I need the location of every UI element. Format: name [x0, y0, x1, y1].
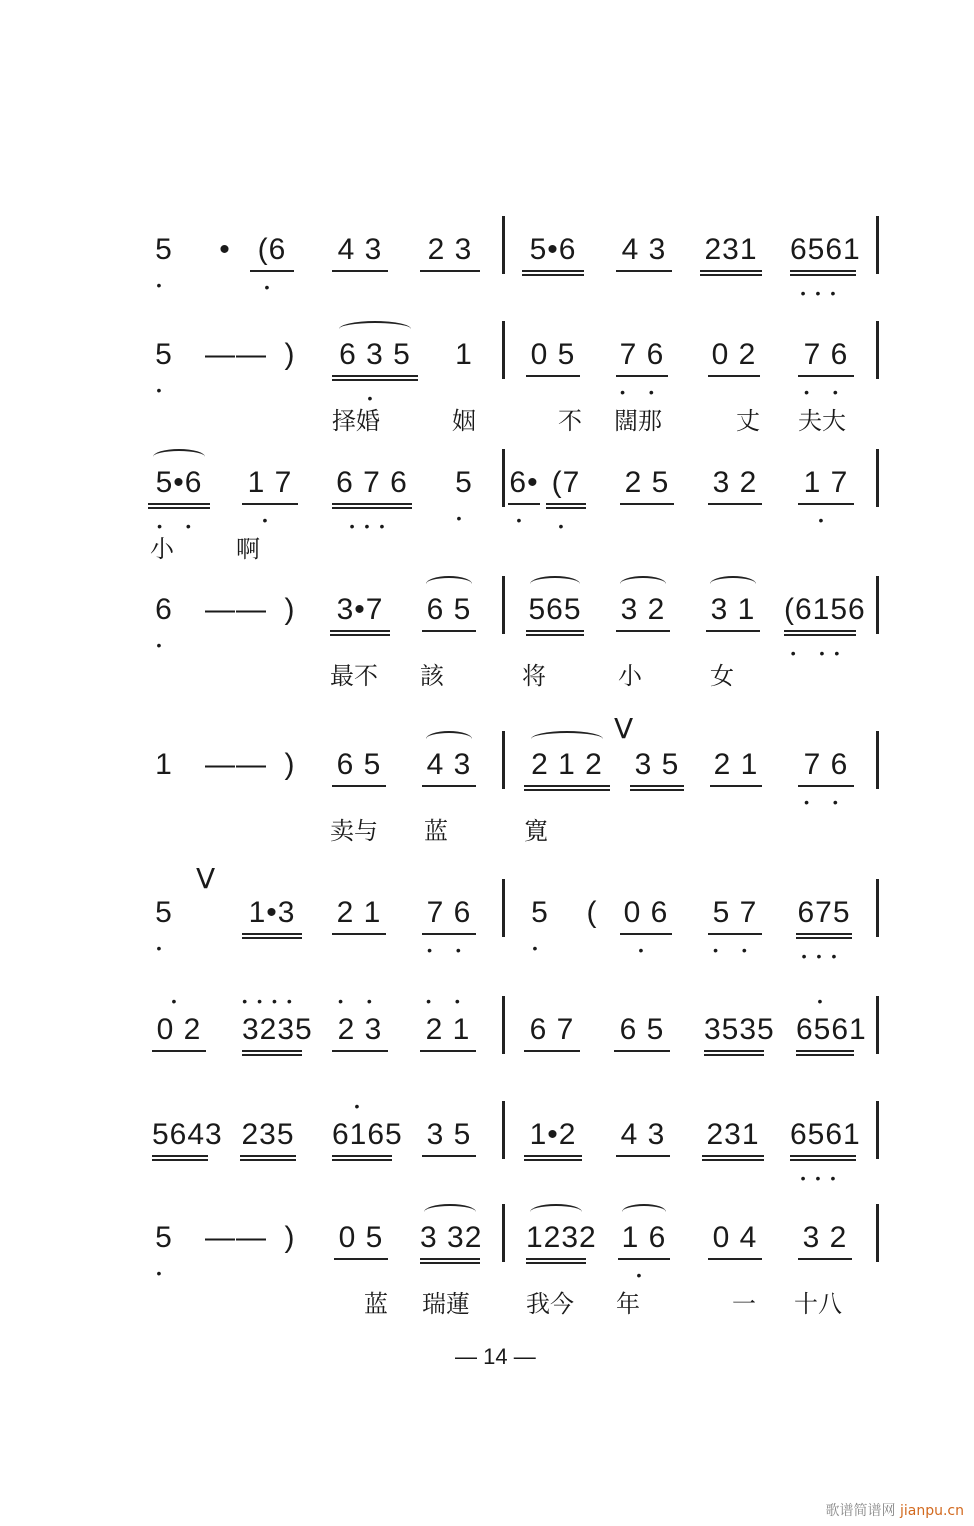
lyric: 闊那: [614, 407, 662, 435]
note-group: [524, 335, 582, 377]
note-group: [205, 745, 265, 785]
note-group: [280, 1218, 300, 1258]
note-digits: 235: [240, 1115, 296, 1157]
note-digits: 5: [455, 466, 473, 499]
note-digits: 3 32: [420, 1218, 480, 1260]
lyric: 择婚: [332, 407, 380, 435]
staff-row: [0, 745, 974, 810]
note-group: [420, 1115, 478, 1157]
staff-row: [0, 1218, 974, 1283]
note-group: [150, 1115, 223, 1157]
note-digits: 6561: [790, 1115, 856, 1157]
note-group: [330, 893, 388, 935]
note-group: [240, 893, 304, 935]
note-group: [698, 230, 764, 272]
slur-arc: [426, 731, 472, 747]
low-octave-dots: • •: [713, 942, 757, 958]
slur-arc: [710, 576, 756, 592]
note-digits: 4 3: [332, 230, 388, 272]
note-group: [614, 1115, 672, 1157]
note-group: [146, 463, 212, 533]
note-group: [328, 590, 392, 632]
staff-row: [0, 993, 974, 1070]
note-digits: 6 7: [524, 1010, 580, 1052]
note-digits: ——: [205, 593, 267, 626]
lyric: 瑞蓮: [422, 1290, 470, 1318]
note-group: [330, 335, 420, 405]
note-group: [418, 993, 478, 1052]
low-octave-dots: •: [156, 277, 172, 293]
note-group: [205, 590, 265, 630]
barline: [876, 731, 879, 789]
note-digits: 2 3: [332, 1010, 388, 1052]
note-group: [614, 230, 674, 272]
watermark: [826, 1500, 964, 1520]
barline: [502, 996, 505, 1054]
lyric: 我今: [526, 1290, 574, 1318]
slur-arc: [620, 576, 666, 592]
note-digits: 3 2: [708, 463, 762, 505]
note-group: [706, 335, 762, 377]
barline: [502, 731, 505, 789]
note-digits: 6: [155, 593, 173, 626]
note-digits: 2 3: [420, 230, 480, 272]
high-octave-dots: •: [354, 1098, 370, 1114]
low-octave-dots: •: [156, 1265, 172, 1281]
note-group: [452, 463, 476, 525]
high-octave-dots: • •: [338, 993, 382, 1009]
note-group: [700, 1115, 766, 1157]
note-digits: 6561: [796, 1010, 854, 1052]
staff-row: [0, 335, 974, 406]
note-digits: •: [219, 233, 231, 266]
note-group: [522, 745, 612, 787]
note-group: [280, 745, 300, 785]
barline: [502, 216, 505, 274]
barline: [876, 1204, 879, 1262]
low-octave-dots: •: [818, 512, 834, 528]
note-group: [418, 230, 482, 272]
note-digits: ——: [205, 748, 267, 781]
note-digits: (7: [546, 463, 586, 505]
lyric: 卖与: [330, 817, 378, 845]
lyric: 将: [522, 662, 546, 690]
note-group: [240, 993, 313, 1052]
note-digits: 3 5: [630, 745, 684, 787]
note-digits: 6 5: [422, 590, 476, 632]
note-group: [150, 335, 178, 397]
note-group: [150, 893, 178, 955]
lyric: 不: [558, 407, 582, 435]
barline: [502, 321, 505, 379]
note-digits: 1 7: [798, 463, 854, 505]
note-digits: ): [284, 338, 296, 371]
barline: [876, 321, 879, 379]
note-digits: 0 2: [152, 1010, 206, 1052]
high-octave-dots: • •: [426, 993, 470, 1009]
note-group: [796, 463, 856, 527]
note-group: [544, 463, 588, 533]
note-group: [248, 230, 296, 294]
low-octave-dots: •: [558, 518, 574, 534]
lyric: 女: [710, 662, 734, 690]
page-number: — 14 —: [455, 1344, 536, 1369]
note-group: [628, 745, 686, 787]
watermark-cn: 歌谱简谱网: [825, 1503, 896, 1519]
note-digits: 675: [796, 893, 852, 935]
note-digits: 2 1: [332, 893, 386, 935]
note-digits: 6165: [332, 1115, 392, 1157]
note-digits: 1 6: [618, 1218, 670, 1260]
note-group: [420, 893, 478, 957]
lyric: 寛: [524, 817, 548, 845]
note-digits: 1 7: [242, 463, 298, 505]
note-digits: (6156: [784, 590, 856, 632]
note-group: [788, 1115, 861, 1186]
note-group: [150, 745, 178, 785]
note-digits: ): [284, 1221, 296, 1254]
note-digits: 6 3 5: [332, 335, 418, 377]
note-digits: 3535: [704, 1010, 764, 1052]
note-digits: 0 2: [708, 335, 760, 377]
note-digits: ): [284, 593, 296, 626]
note-digits: 0 5: [526, 335, 580, 377]
breath-mark-icon: V: [196, 862, 216, 895]
slur-arc: [426, 576, 472, 592]
note-digits: 3 2: [798, 1218, 852, 1260]
low-octave-dots: •: [156, 637, 172, 653]
note-digits: 5: [531, 896, 549, 929]
high-octave-dots: •: [817, 993, 833, 1009]
note-digits: 4 3: [616, 230, 672, 272]
note-group: [205, 1218, 265, 1258]
note-digits: 0 4: [708, 1218, 762, 1260]
note-group: [150, 230, 178, 292]
breath-mark-icon: V: [614, 712, 634, 745]
note-group: [524, 1218, 597, 1260]
note-digits: 231: [700, 230, 762, 272]
note-group: [612, 1010, 672, 1052]
note-digits: 2 1 2: [524, 745, 610, 787]
note-group: [618, 463, 676, 505]
note-group: [420, 590, 478, 632]
low-octave-dots: • •: [427, 942, 471, 958]
note-digits: 5•6: [522, 230, 584, 272]
lyric: 一: [732, 1290, 756, 1318]
note-digits: 5: [155, 896, 173, 929]
note-group: [150, 590, 178, 652]
lyric: 年: [616, 1290, 640, 1318]
note-digits: 2 5: [620, 463, 674, 505]
low-octave-dots: • •: [157, 518, 201, 534]
low-octave-dots: •••: [801, 948, 847, 964]
note-digits: 6561: [790, 230, 856, 272]
note-group: [794, 993, 867, 1052]
note-digits: 565: [526, 590, 584, 632]
note-digits: 0 6: [620, 893, 672, 935]
staff-row: [0, 463, 974, 534]
note-digits: 3•7: [330, 590, 390, 632]
note-digits: 5: [155, 233, 173, 266]
note-digits: 3 2: [616, 590, 670, 632]
note-group: [794, 893, 854, 963]
lyric: 姻: [452, 407, 476, 435]
note-digits: 1•2: [524, 1115, 582, 1157]
note-digits: 7 6: [616, 335, 668, 377]
low-octave-dots: • •: [804, 794, 848, 810]
note-group: [332, 1218, 390, 1260]
staff-row: [0, 893, 974, 964]
note-group: [708, 745, 764, 787]
barline: [876, 216, 879, 274]
note-digits: 1: [155, 748, 173, 781]
note-group: [506, 463, 542, 527]
high-octave-dots: ••••: [242, 993, 302, 1009]
lyric: 最不: [330, 662, 378, 690]
note-group: [706, 1218, 764, 1260]
note-digits: 5: [155, 1221, 173, 1254]
note-group: [150, 993, 208, 1052]
note-digits: 1232: [526, 1218, 586, 1260]
low-octave-dots: •: [516, 512, 532, 528]
lyric: 蓝: [424, 817, 448, 845]
note-digits: 7 6: [422, 893, 476, 935]
note-group: [522, 1010, 582, 1052]
staff-row: [0, 1098, 974, 1186]
note-group: [788, 230, 861, 301]
lyric: 小: [618, 662, 642, 690]
note-digits: 5•6: [148, 463, 210, 505]
watermark-url: jianpu.cn: [899, 1503, 964, 1519]
lyric: 丈: [736, 407, 760, 435]
note-group: [614, 335, 670, 399]
low-octave-dots: • •: [804, 384, 848, 400]
note-digits: 3 1: [706, 590, 760, 632]
note-digits: ——: [205, 1221, 267, 1254]
note-group: [614, 590, 672, 632]
note-group: [330, 1098, 403, 1157]
staff-row: [0, 590, 974, 661]
note-digits: 3235: [242, 1010, 302, 1052]
note-group: [616, 1218, 672, 1282]
note-group: [796, 1218, 854, 1260]
low-octave-dots: •: [532, 940, 548, 956]
note-digits: 7 6: [798, 335, 854, 377]
barline: [876, 449, 879, 507]
note-digits: 2 1: [710, 745, 762, 787]
note-digits: 3 5: [422, 1115, 476, 1157]
lyric: 十八: [794, 1290, 842, 1318]
low-octave-dots: •: [638, 942, 654, 958]
low-octave-dots: •: [156, 382, 172, 398]
note-digits: 6 7 6: [332, 463, 412, 505]
barline: [502, 1204, 505, 1262]
note-group: [702, 1010, 775, 1052]
note-group: [150, 1218, 178, 1280]
note-group: [782, 590, 866, 661]
note-digits: 0 5: [334, 1218, 388, 1260]
note-digits: 4 3: [616, 1115, 670, 1157]
barline: [502, 449, 505, 507]
note-group: [280, 335, 300, 375]
barline: [876, 879, 879, 937]
note-digits: 1•3: [242, 893, 302, 935]
low-octave-dots: •: [456, 510, 472, 526]
lyric: 該: [420, 662, 444, 690]
note-digits: 1: [455, 338, 473, 371]
low-octave-dots: • •: [620, 384, 664, 400]
low-octave-dots: •••: [800, 285, 846, 301]
note-digits: 5: [155, 338, 173, 371]
note-group: [205, 335, 265, 375]
staff-row: [0, 230, 974, 301]
low-octave-dots: •••: [800, 1170, 846, 1186]
lyric: 夫大: [798, 407, 846, 435]
slur-arc: [622, 1204, 667, 1220]
note-group: [706, 463, 764, 505]
note-group: [618, 893, 674, 957]
low-octave-dots: •••: [349, 518, 395, 534]
note-digits: ——: [205, 338, 267, 371]
note-group: [210, 230, 240, 270]
note-group: [240, 463, 300, 527]
note-group: [526, 893, 554, 955]
note-group: [580, 893, 604, 933]
low-octave-dots: •: [367, 390, 383, 406]
note-digits: 6 5: [332, 745, 386, 787]
note-group: [796, 745, 856, 809]
note-group: [704, 590, 762, 632]
note-digits: 5 7: [708, 893, 762, 935]
note-digits: 231: [702, 1115, 764, 1157]
low-octave-dots: •: [262, 512, 278, 528]
note-digits: (6: [250, 230, 294, 272]
note-digits: 7 6: [798, 745, 854, 787]
barline: [502, 1101, 505, 1159]
lyric: 小: [150, 535, 174, 563]
note-digits: ): [284, 748, 296, 781]
note-group: [280, 590, 300, 630]
note-group: [524, 590, 586, 632]
barline: [876, 996, 879, 1054]
low-octave-dots: • ••: [790, 645, 850, 661]
note-digits: 6•: [508, 463, 540, 505]
note-group: [418, 1218, 482, 1260]
note-digits: 2 1: [420, 1010, 476, 1052]
lyric: 蓝: [364, 1290, 388, 1318]
note-group: [706, 893, 764, 957]
note-group: [330, 993, 390, 1052]
low-octave-dots: •: [636, 1267, 652, 1283]
note-group: [420, 745, 478, 787]
note-group: [238, 1115, 298, 1157]
note-digits: 6 5: [614, 1010, 670, 1052]
note-group: [452, 335, 476, 375]
note-group: [330, 463, 414, 533]
low-octave-dots: •: [156, 940, 172, 956]
note-group: [520, 230, 586, 272]
note-group: [796, 335, 856, 399]
barline: [876, 1101, 879, 1159]
note-group: [522, 1115, 584, 1157]
note-group: [330, 745, 388, 787]
note-group: [330, 230, 390, 272]
low-octave-dots: •: [264, 279, 280, 295]
barline: [502, 879, 505, 937]
barline: [876, 576, 879, 634]
barline: [502, 576, 505, 634]
high-octave-dots: •: [171, 993, 187, 1009]
note-digits: 4 3: [422, 745, 476, 787]
lyric: 啊: [236, 535, 260, 563]
note-digits: 5643: [152, 1115, 208, 1157]
note-digits: (: [586, 896, 598, 929]
